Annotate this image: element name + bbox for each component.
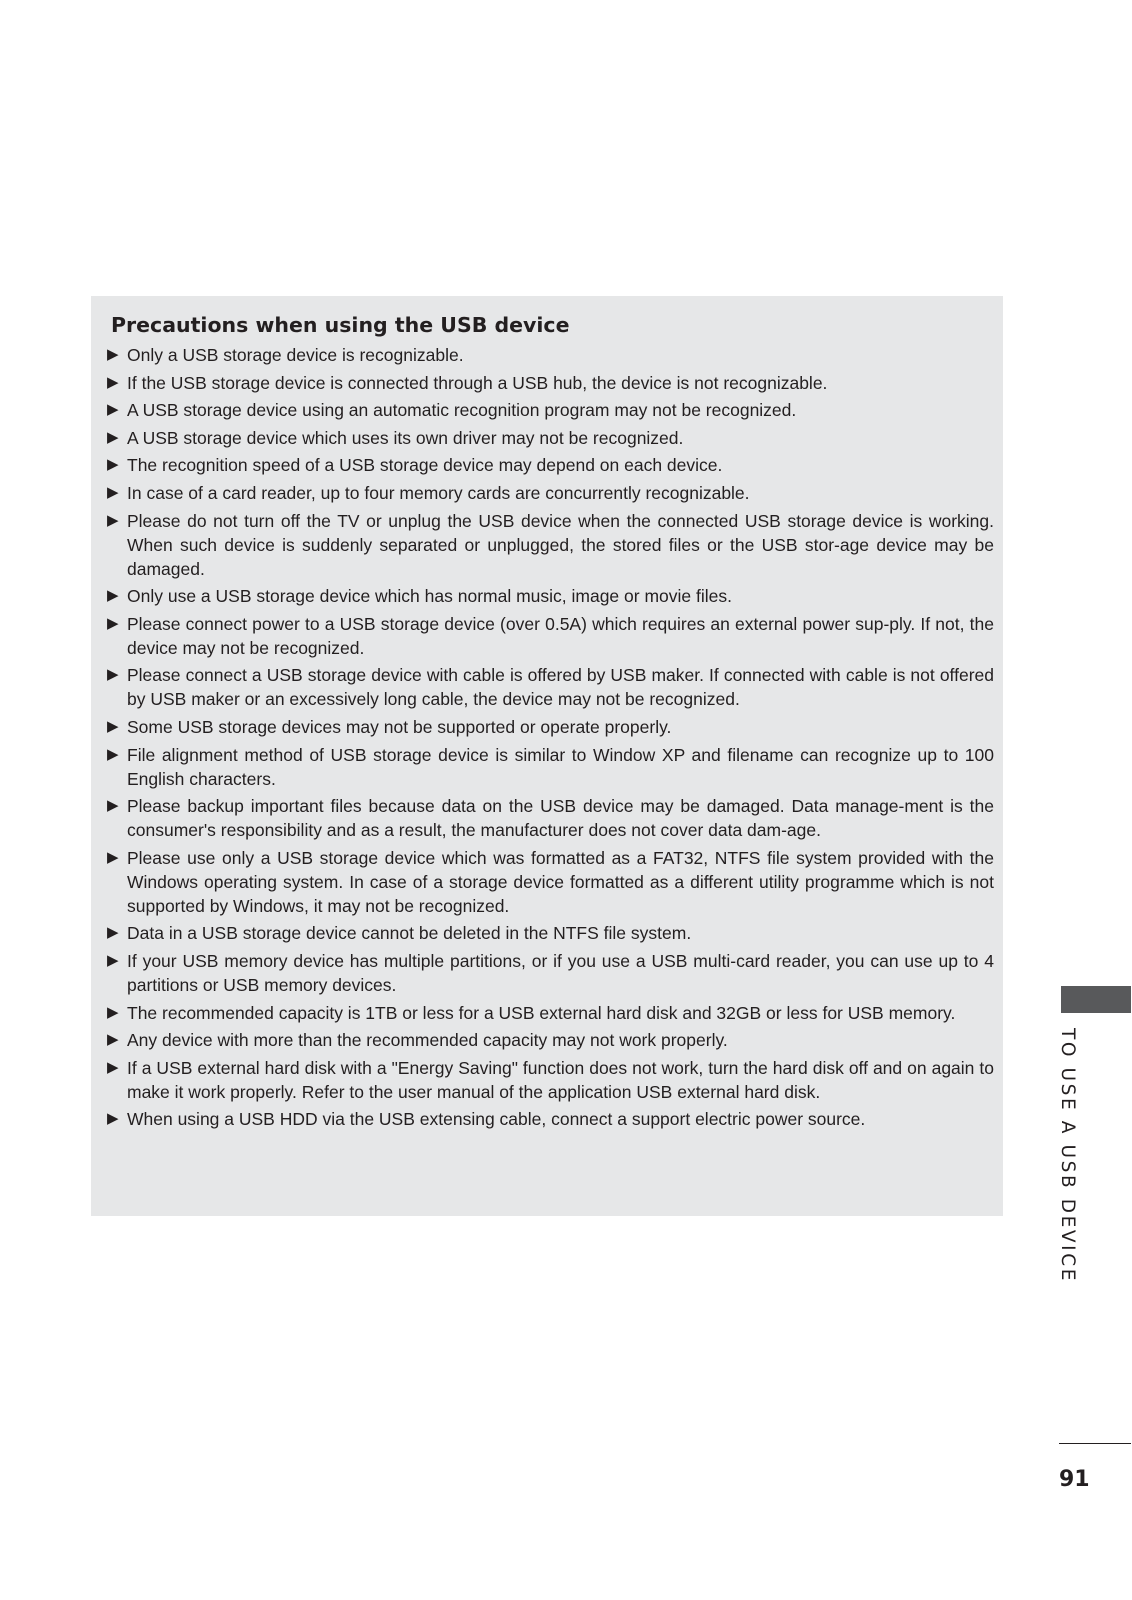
list-item-text: Please do not turn off the TV or unplug the USB device when the connected USB storage device is working. When such device is suddenly separated or unplugged, the stored files or the USB stor-age device may be damaged. xyxy=(127,510,994,579)
list-item xyxy=(107,371,994,395)
bullet-arrow-icon: ▶ xyxy=(107,848,119,866)
bullet-arrow-icon: ▶ xyxy=(107,1110,119,1128)
list-item-text: A USB storage device which uses its own driver may not be recognized. xyxy=(127,427,684,448)
bullet-arrow-icon: ▶ xyxy=(107,1031,119,1049)
bullet-arrow-icon: ▶ xyxy=(107,511,119,529)
list-item xyxy=(107,453,994,477)
list-item xyxy=(107,794,994,842)
bullet-arrow-icon: ▶ xyxy=(107,745,119,763)
list-item-text: The recognition speed of a USB storage device may depend on each device. xyxy=(127,455,723,476)
list-item-text: In case of a card reader, up to four memory cards are concurrently recognizable. xyxy=(127,482,750,503)
list-item xyxy=(107,481,994,505)
bullet-arrow-icon: ▶ xyxy=(107,717,119,735)
list-item-text: Only use a USB storage device which has normal music, image or movie files. xyxy=(127,586,732,607)
list-item xyxy=(107,1056,994,1104)
footer-divider xyxy=(1059,1443,1131,1444)
list-item-text: File alignment method of USB storage device is similar to Window XP and filename can recognize up to 100 English characters. xyxy=(127,744,994,789)
section-side-label: TO USE A USB DEVICE xyxy=(1057,1028,1078,1284)
list-item-text: The recommended capacity is 1TB or less for a USB external hard disk and 32GB or less for USB memory. xyxy=(127,1002,956,1023)
page-number: 91 xyxy=(1059,1467,1090,1492)
list-item-text: If the USB storage device is connected through a USB hub, the device is not recognizable. xyxy=(127,372,828,393)
section-title: Precautions when using the USB device xyxy=(111,313,570,337)
list-item-text: Data in a USB storage device cannot be deleted in the NTFS file system. xyxy=(127,923,692,944)
precautions-list xyxy=(107,343,994,1131)
list-item xyxy=(107,1107,994,1131)
bullet-arrow-icon: ▶ xyxy=(107,428,119,446)
list-item xyxy=(107,343,994,367)
list-item-text: Any device with more than the recommended capacity may not work properly. xyxy=(127,1030,728,1051)
list-item xyxy=(107,509,994,581)
list-item-text: Please backup important files because data on the USB device may be damaged. Data manage-ment is the consumer's responsibility and as a result, the manufacturer does not cover data dam-age. xyxy=(127,796,994,841)
list-item xyxy=(107,949,994,997)
list-item-text: Only a USB storage device is recognizable. xyxy=(127,345,464,365)
list-item-text: Please connect a USB storage device with cable is offered by USB maker. If connected with cable is not offered by USB maker or an excessively long cable, the device may not be recognized. xyxy=(127,665,994,710)
list-item xyxy=(107,846,994,918)
bullet-arrow-icon: ▶ xyxy=(107,401,119,419)
list-item-text: Please connect power to a USB storage device (over 0.5A) which requires an external power sup-ply. If not, the device may not be recognized. xyxy=(127,613,994,658)
list-item xyxy=(107,715,994,739)
list-item xyxy=(107,663,994,711)
bullet-arrow-icon: ▶ xyxy=(107,951,119,969)
section-tab-marker xyxy=(1061,986,1131,1013)
list-item-text: A USB storage device using an automatic recognition program may not be recognized. xyxy=(127,400,797,421)
bullet-arrow-icon: ▶ xyxy=(107,666,119,684)
list-item-text: If a USB external hard disk with a "Energy Saving" function does not work, turn the hard disk off and on again to make it work properly. Refer to the user manual of the application USB external hard disk. xyxy=(127,1057,994,1102)
bullet-arrow-icon: ▶ xyxy=(107,924,119,942)
bullet-arrow-icon: ▶ xyxy=(107,1058,119,1076)
list-item xyxy=(107,921,994,945)
list-item-text: Some USB storage devices may not be supported or operate properly. xyxy=(127,716,672,737)
list-item xyxy=(107,612,994,660)
list-item-text: If your USB memory device has multiple partitions, or if you use a USB multi-card reader, you can use up to 4 partitions or USB memory devices. xyxy=(127,950,994,995)
bullet-arrow-icon: ▶ xyxy=(107,797,119,815)
list-item xyxy=(107,1028,994,1052)
list-item xyxy=(107,584,994,608)
list-item-text: When using a USB HDD via the USB extensing cable, connect a support electric power source. xyxy=(127,1109,866,1130)
bullet-arrow-icon: ▶ xyxy=(107,1003,119,1021)
bullet-arrow-icon: ▶ xyxy=(107,587,119,605)
list-item xyxy=(107,398,994,422)
bullet-arrow-icon: ▶ xyxy=(107,346,119,363)
bullet-arrow-icon: ▶ xyxy=(107,373,119,391)
list-item xyxy=(107,743,994,791)
list-item xyxy=(107,1001,994,1025)
list-item xyxy=(107,426,994,450)
bullet-arrow-icon: ▶ xyxy=(107,456,119,474)
list-item-text: Please use only a USB storage device which was formatted as a FAT32, NTFS file system provided with the Windows operating system. In case of a storage device formatted as a different utility programme which is not supported by Windows, it may not be recognized. xyxy=(127,847,994,916)
bullet-arrow-icon: ▶ xyxy=(107,614,119,632)
precautions-box xyxy=(91,296,1003,1216)
bullet-arrow-icon: ▶ xyxy=(107,483,119,501)
